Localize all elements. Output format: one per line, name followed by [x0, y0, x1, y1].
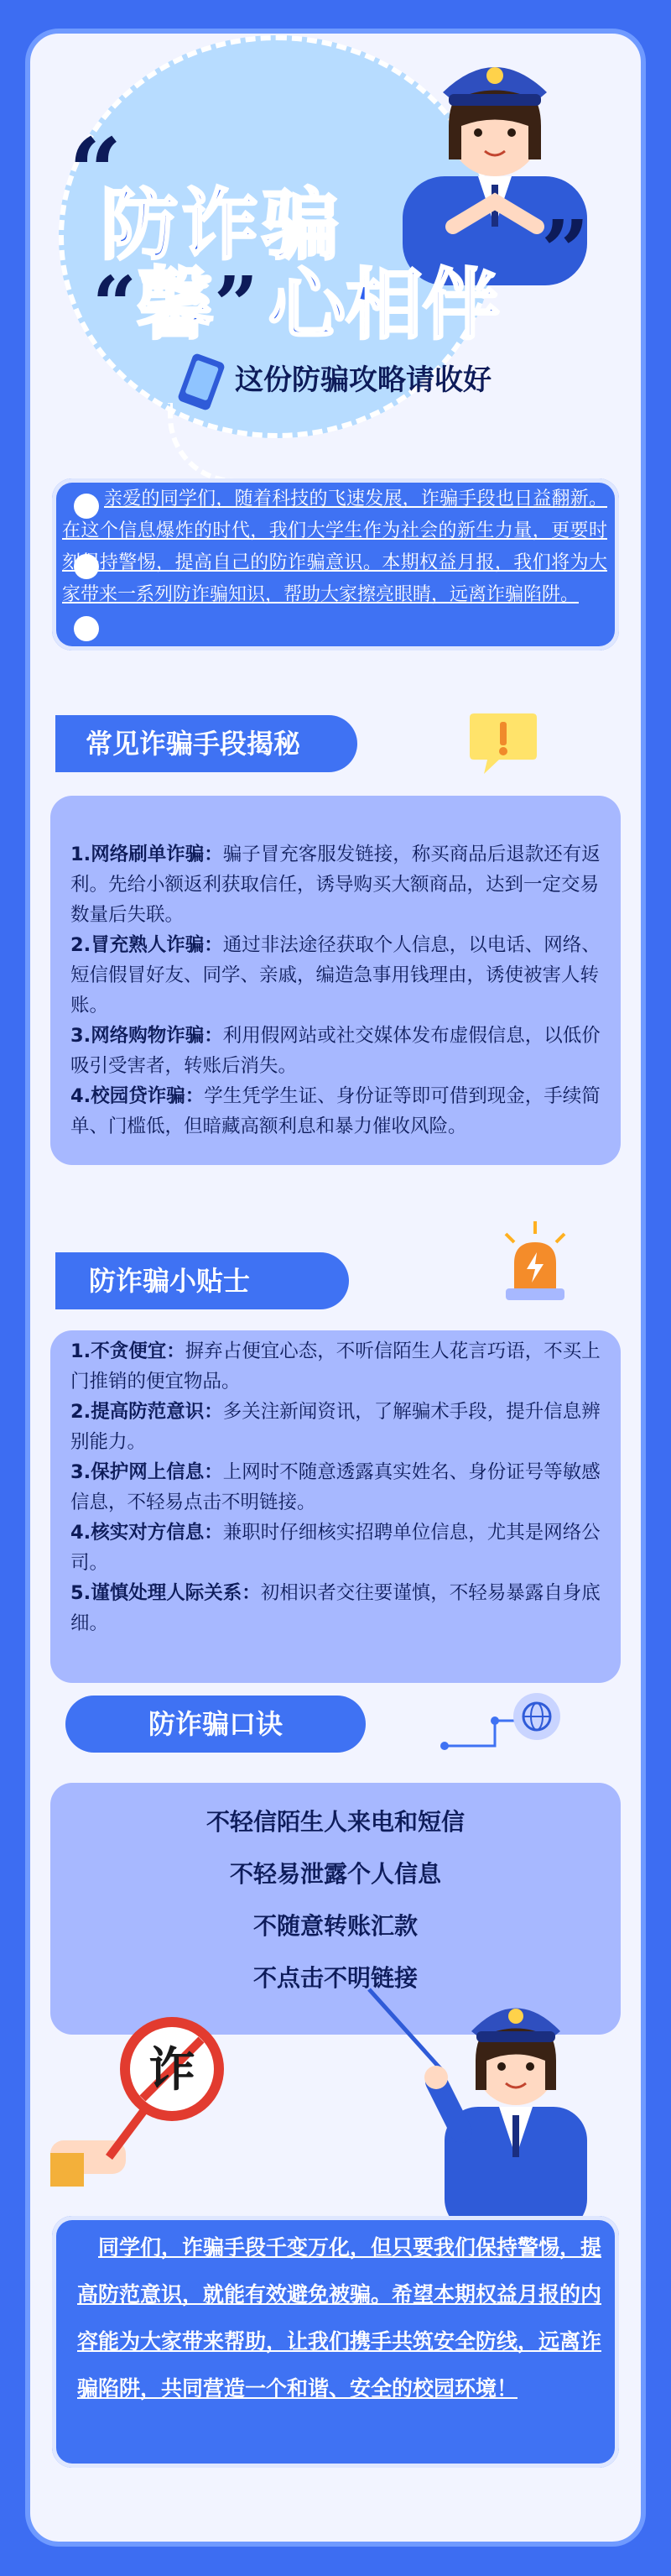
globe-icon — [436, 1679, 570, 1754]
title-line-2 — [92, 243, 500, 354]
scam-item-1: 1.网络刷单诈骗：骗子冒充客服发链接，称买商品后退款还有返利。先给小额返利获取信任，诱导购买大额商品，达到一定交易数量后失联。 — [70, 844, 601, 926]
title-quote-left: “ — [92, 259, 137, 350]
section-tips-label: 防诈骗小贴士 — [55, 1252, 349, 1309]
scam-item-2: 2.冒充熟人诈骗：通过非法途径获取个人信息，以电话、网络、短信假冒好友、同学、亲戚，编造急事用钱理由，诱使被害人转账。 — [70, 934, 601, 1016]
tip-item-3: 3.保护网上信息：上网时不随意透露真实姓名、身份证号等敏感信息，不轻易点击不明链接。 — [70, 1461, 601, 1513]
alarm-light-icon — [493, 1217, 577, 1309]
mnemonic-line-3: 不随意转账汇款 — [252, 1912, 418, 1940]
tip-item-2: 2.提高防范意识：多关注新闻资讯，了解骗术手段，提升信息辨别能力。 — [70, 1401, 601, 1453]
quote-mark-close: ” — [541, 201, 590, 300]
section-tips-list — [70, 1336, 607, 1638]
officer-pointer-illustration — [352, 1964, 621, 2233]
section-common-scams-list — [70, 839, 607, 1142]
tip-item-5: 5.谨慎处理人际关系：初相识者交往要谨慎，不轻易暴露自身底细。 — [70, 1582, 601, 1634]
title-keyword: 馨 — [136, 260, 214, 350]
mnemonic-line-2: 不轻易泄露个人信息 — [229, 1860, 441, 1888]
title-line-1: 防诈骗 — [101, 180, 343, 270]
intro-text: 亲爱的同学们，随着科技的飞速发展，诈骗手段也日益翻新。在这个信息爆炸的时代，我们大学生作为社会的新生力量，更要时刻保持警惕，提高自己的防诈骗意识。本期权益月报，我们将为大家带来一系列防诈骗知识，帮助大家擦亮眼睛，远离诈骗陷阱。 — [62, 489, 607, 605]
outro-text: 同学们，诈骗手段千变万化，但只要我们保持警惕，提高防范意识，就能有效避免被骗。希望本期权益月报的内容能为大家带来帮助，让我们携手共筑安全防线，远离诈骗陷阱，共同营造一个和谐、安全的校园环境！ — [77, 2235, 602, 2401]
section-mnemonic-label: 防诈骗口诀 — [65, 1696, 366, 1753]
tip-item-1: 1.不贪便宜：摒弃占便宜心态，不听信陌生人花言巧语，不买上门推销的便宜物品。 — [70, 1340, 601, 1393]
phone-icon — [176, 353, 226, 411]
section-common-scams-label: 常见诈骗手段揭秘 — [55, 715, 357, 772]
quote-mark-open: “ — [69, 118, 122, 226]
title-quote-right: ” — [213, 259, 258, 350]
mnemonic-line-4: 不点击不明链接 — [252, 1964, 418, 1992]
scam-item-3: 3.网络购物诈骗：利用假网站或社交媒体发布虚假信息，以低价吸引受害者，转账后消失。 — [70, 1025, 601, 1077]
stop-sign-text: 诈 — [148, 2043, 195, 2098]
title-rest: 心相伴 — [268, 260, 500, 350]
tip-item-4: 4.核实对方信息：兼职时仔细核实招聘单位信息，尤其是网络公司。 — [70, 1522, 601, 1574]
intro-bullet-3 — [74, 616, 99, 641]
speech-bubble-icon — [466, 705, 541, 781]
subtitle: 这份防骗攻略请收好 — [235, 363, 492, 397]
mnemonic-line-1: 不轻信陌生人来电和短信 — [205, 1808, 465, 1836]
scam-item-4: 4.校园贷诈骗：学生凭学生证、身份证等即可借到现金，手续简单、门槛低，但暗藏高额利息和暴力催收风险。 — [70, 1085, 601, 1137]
stop-sign-icon — [34, 2006, 252, 2199]
